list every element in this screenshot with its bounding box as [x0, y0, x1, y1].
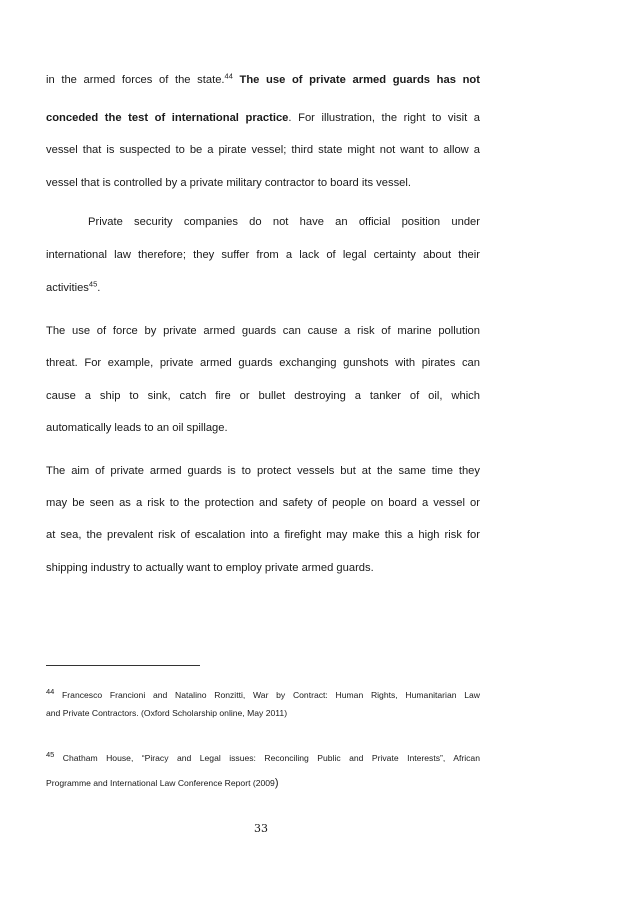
paragraph-2-line-1: Private security companies do not have an official position under — [88, 216, 480, 228]
footnote-text: Francesco Francioni and Natalino Ronzitti, War by Contract: Human Rights, Humanitarian Law — [54, 690, 480, 700]
paragraph-4-line-2: may be seen as a risk to the protection and safety of people on board a vessel or — [46, 497, 480, 509]
paragraph-3-line-4: automatically leads to an oil spillage. — [46, 422, 228, 434]
footnote-44-line-2: and Private Contractors. (Oxford Scholarship online, May 2011) — [46, 708, 288, 718]
closing-paren: ) — [274, 777, 279, 789]
paragraph-1-line-1 — [46, 73, 480, 87]
paragraph-1-line-2 — [46, 111, 480, 125]
paragraph-3-line-1: The use of force by private armed guards can cause a risk of marine pollution — [46, 325, 480, 337]
page-number: 33 — [254, 822, 268, 835]
text-run: in the armed forces of the state. — [46, 74, 225, 86]
paragraph-3-line-2: threat. For example, private armed guards exchanging gunshots with pirates can — [46, 357, 480, 369]
paragraph-1-line-4: vessel that is controlled by a private military contractor to board its vessel. — [46, 177, 411, 189]
footnote-45-line-1 — [46, 752, 480, 764]
footnote-ref-45: 45 — [88, 279, 98, 289]
text-run: . — [97, 282, 101, 294]
text-run: activities — [46, 282, 89, 294]
footnote-ref-44: 44 — [224, 71, 233, 81]
paragraph-4-line-3: at sea, the prevalent risk of escalation into a firefight may make this a high risk for — [46, 529, 480, 541]
footnote-text: Chatham House, “Piracy and Legal issues: Reconciling Public and Private Interests”, African — [54, 753, 480, 763]
paragraph-1-line-3: vessel that is suspected to be a pirate vessel; third state might not want to allow a — [46, 144, 480, 156]
bold-text-run: The use of private armed guards has not — [232, 74, 480, 86]
footnote-separator — [46, 665, 200, 666]
footnote-number: 45 — [46, 750, 55, 760]
footnote-number: 44 — [46, 687, 55, 697]
paragraph-4-line-1: The aim of private armed guards is to protect vessels but at the same time they — [46, 465, 480, 477]
text-run: . For illustration, the right to visit a — [288, 112, 480, 124]
paragraph-2-line-2: international law therefore; they suffer from a lack of legal certainty about their — [46, 249, 480, 261]
footnote-45-line-2 — [46, 777, 480, 789]
footnote-44-line-1 — [46, 689, 480, 701]
paragraph-2-line-3 — [46, 281, 480, 295]
bold-text-run: conceded the test of international practice — [46, 112, 289, 124]
paragraph-4-line-4: shipping industry to actually want to employ private armed guards. — [46, 562, 374, 574]
paragraph-3-line-3: cause a ship to sink, catch fire or bullet destroying a tanker of oil, which — [46, 390, 480, 402]
footnote-text: Programme and International Law Conference Report (2009 — [46, 778, 275, 788]
